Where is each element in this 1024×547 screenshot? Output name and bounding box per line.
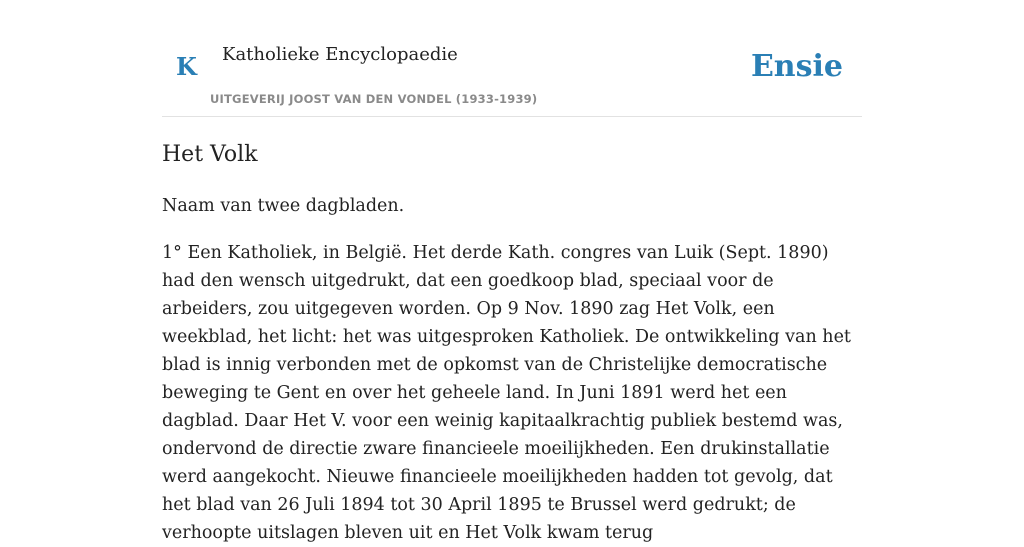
article: [162, 140, 862, 547]
publisher-subtitle: UITGEVERIJ JOOST VAN DEN VONDEL (1933-1939): [210, 92, 538, 106]
site-title[interactable]: Katholieke Encyclopaedie: [222, 44, 458, 65]
article-paragraph: 1° Een Katholiek, in België. Het derde Kath. congres van Luik (Sept. 1890) had den wensch uitgedrukt, dat een goedkoop blad, speciaal voor de arbeiders, zou uitgegeven worden. Op 9 Nov. 1890 zag Het Volk, een weekblad, het licht: het was uitgesproken Katholiek. De ontwikkeling van het blad is innig verbonden met de opkomst van de Christelijke democratische beweging te Gent en over het geheele land. In Juni 1891 werd het een dagblad. Daar Het V. voor een weinig kapitaalkrachtig publiek bestemd was, ondervond de directie zware financieele moeilijkheden. Een drukinstallatie werd aangekocht. Nieuwe financieele moeilijkheden hadden tot gevolg, dat het blad van 26 Juli 1894 tot 30 April 1895 te Brussel werd gedrukt; de verhoopte uitslagen bleven uit en Het Volk kwam terug: [162, 243, 851, 543]
site-header: [162, 0, 862, 117]
ensie-brand-link[interactable]: Ensie: [750, 49, 843, 84]
logo-k-icon[interactable]: K: [176, 52, 197, 81]
article-intro: Naam van twee dagbladen.: [162, 196, 405, 216]
article-title: Het Volk: [162, 142, 258, 167]
